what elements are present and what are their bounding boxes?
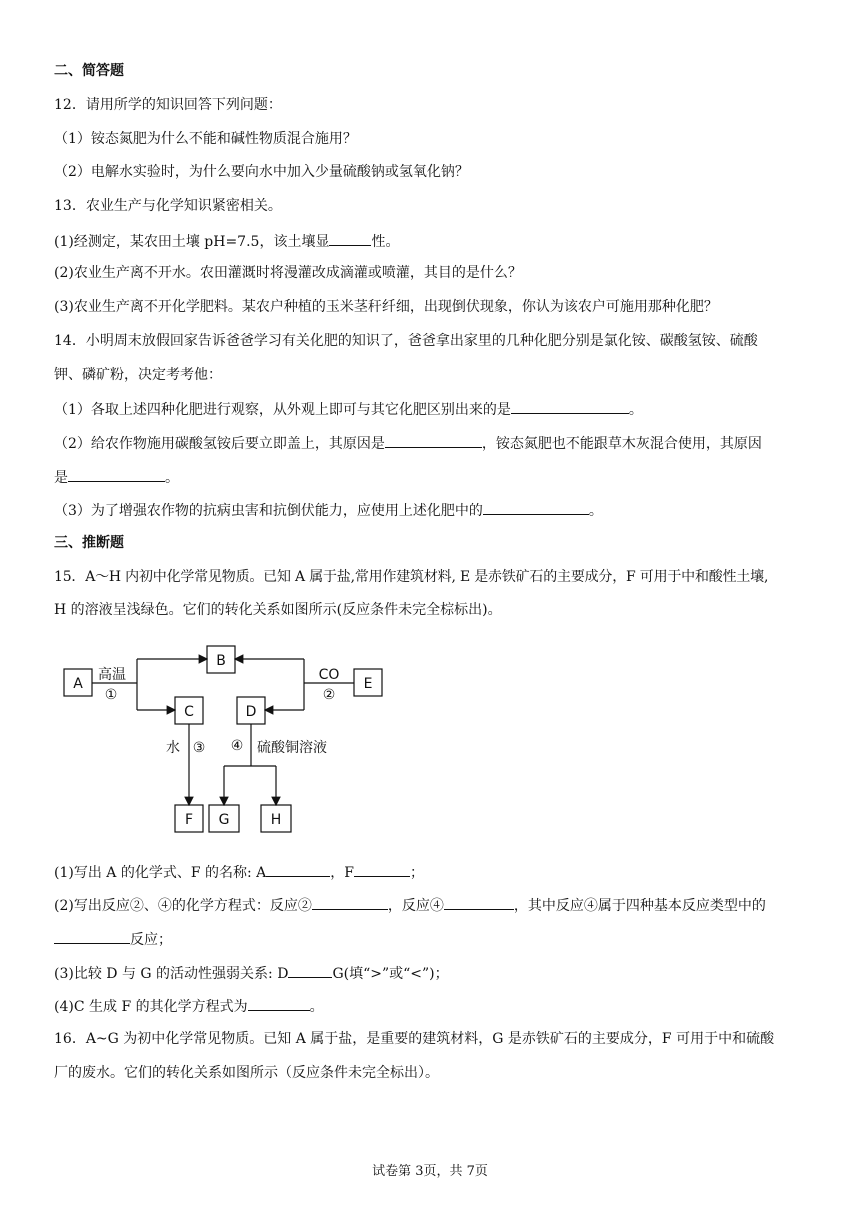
q14-part2-cont: 是 。 [54, 467, 179, 487]
section-title-inference: 三、推断题 [54, 535, 124, 551]
q14-stem-line2: 钾、磷矿粉，决定考考他： [54, 367, 222, 383]
q12-stem: 12．请用所学的知识回答下列问题： [54, 97, 282, 113]
answer-blank[interactable] [444, 895, 514, 910]
q14-part3: （3）为了增强农作物的抗病虫害和抗倒伏能力，应使用上述化肥中的 。 [54, 500, 603, 520]
q15-part1: (1)写出 A 的化学式、F 的名称: A ，F ； [54, 862, 424, 882]
q14-part2: （2）给农作物施用碳酸氢铵后要立即盖上，其原因是 ，铵态氮肥也不能跟草木灰混合使用，其原因 [54, 433, 762, 453]
q13-part2: (2)农业生产离不开水。农田灌溉时将漫灌改成滴灌或喷灌，其目的是什么？ [54, 265, 522, 281]
answer-blank[interactable] [248, 996, 310, 1011]
label-H: H [270, 812, 282, 828]
label-G: G [218, 812, 230, 828]
section-title-short-answer: 二、简答题 [54, 63, 124, 79]
label-F: F [184, 812, 194, 828]
answer-blank[interactable] [312, 895, 388, 910]
q15-part2-cont: 反应； [54, 929, 172, 949]
reaction-number-4: ④ [230, 738, 244, 754]
label-E: E [363, 676, 373, 692]
q16-stem-line2: 厂的废水。它们的转化关系如图所示（反应条件未完全标出）。 [54, 1065, 439, 1081]
answer-blank[interactable] [54, 929, 130, 944]
q12-part1: （1）铵态氮肥为什么不能和碱性物质混合施用？ [54, 131, 357, 147]
label-C: C [184, 704, 194, 720]
q13-stem: 13．农业生产与化学知识紧密相关。 [54, 198, 282, 214]
q14-part1: （1）各取上述四种化肥进行观察，从外观上即可与其它化肥区别出来的是 。 [54, 399, 643, 419]
condition-water: 水 [166, 740, 180, 756]
q13-part3: (3)农业生产离不开化学肥料。某农户种植的玉米茎秆纤细，出现倒伏现象，你认为该农户可施用那种化肥？ [54, 299, 718, 315]
q15-part3: (3)比较 D 与 G 的活动性强弱关系: D G(填“>”或“<”)； [54, 963, 449, 983]
q15-stem-line1: 15．A～H 内初中化学常见物质。已知 A 属于盐,常用作建筑材料, E 是赤铁矿石的主要成分，F 可用于中和酸性土壤, [54, 569, 769, 585]
q12-part2: （2）电解水实验时，为什么要向水中加入少量硫酸钠或氢氧化钠？ [54, 164, 469, 180]
label-D: D [245, 704, 257, 720]
condition-high-temp: 高温 [98, 667, 126, 683]
q14-stem-line1: 14．小明周末放假回家告诉爸爸学习有关化肥的知识了，爸爸拿出家里的几种化肥分别是氯化铵、碳酸氢铵、硫酸 [54, 333, 758, 349]
condition-co: CO [318, 667, 340, 683]
answer-blank[interactable] [354, 862, 410, 877]
label-B: B [216, 653, 226, 669]
q15-part2: (2)写出反应②、④的化学方程式：反应② ，反应④ ，其中反应④属于四种基本反应类型中的 [54, 895, 766, 915]
condition-copper-sulfate: 硫酸铜溶液 [257, 740, 327, 756]
q15-part4: (4)C 生成 F 的其化学方程式为 。 [54, 996, 324, 1016]
label-A: A [73, 676, 83, 692]
q16-stem-line1: 16．A~G 为初中化学常见物质。已知 A 属于盐，是重要的建筑材料，G 是赤铁矿石的主要成分，F 可用于中和硫酸 [54, 1031, 775, 1047]
reaction-number-3: ③ [192, 740, 206, 756]
page-footer: 试卷第 3页，共 7页 [372, 1164, 488, 1179]
answer-blank[interactable] [288, 963, 332, 978]
reaction-number-1: ① [104, 687, 118, 703]
q13-part1: (1)经测定，某农田土壤 pH=7.5，该土壤显 性。 [54, 231, 399, 251]
q15-stem-line2: H 的溶液呈浅绿色。它们的转化关系如图所示(反应条件未完全棕标出)。 [54, 602, 502, 618]
reaction-number-2: ② [322, 687, 336, 703]
answer-blank[interactable] [266, 862, 330, 877]
